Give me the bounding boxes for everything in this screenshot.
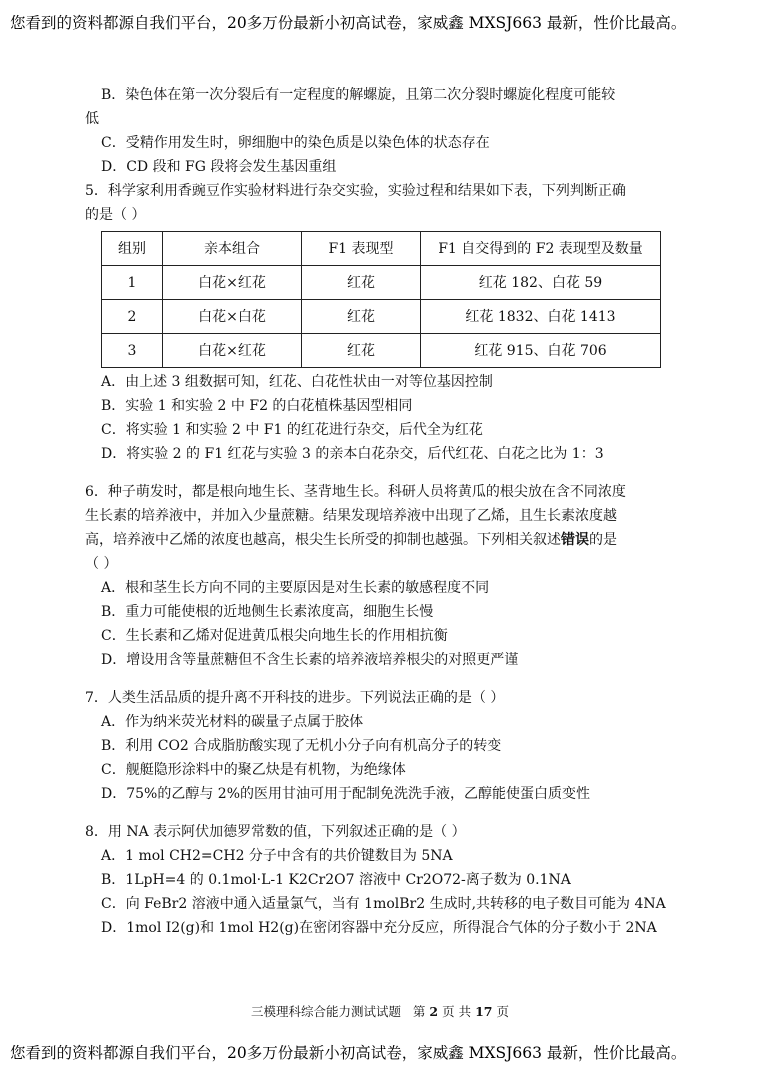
q6-option-c: C．生长素和乙烯对促进黄瓜根尖向地生长的作用相抗衡 [101,628,448,644]
table-cell: 3 [102,334,163,368]
q8-option-b: B．1LpH=4 的 0.1mol·L-1 K2Cr2O7 溶液中 Cr2O72-离子数为 0.1NA [101,872,571,888]
footer-title: 三模理科综合能力测试试题 [250,1004,401,1019]
q4-option-b-line2: 低 [85,111,99,127]
table-cell: 白花×红花 [163,266,302,300]
table-cell: 2 [102,300,163,334]
q6-stem-line2: 生长素的培养液中，并加入少量蔗糖。结果发现培养液中出现了乙烯，且生长素浓度越 [85,508,617,524]
table-cell: 红花 [302,266,421,300]
footer-total-number: 17 [475,1004,493,1019]
q7-option-c: C．舰艇隐形涂料中的聚乙炔是有机物，为绝缘体 [101,762,406,778]
table-cell: 1 [102,266,163,300]
q5-stem-line1: 5．科学家利用香豌豆作实验材料进行杂交实验，实验过程和结果如下表，下列判断正确 [85,183,626,199]
q5-option-c: C．将实验 1 和实验 2 中 F1 的红花进行杂交，后代全为红花 [101,422,483,438]
exam-content [85,83,670,940]
table-cell: 红花 [302,334,421,368]
q6-option-b: B．重力可能使根的近地侧生长素浓度高，细胞生长慢 [101,604,434,620]
footer-total-unit: 页 [496,1004,510,1019]
q4-option-b-line1: B．染色体在第一次分裂后有一定程度的解螺旋，且第二次分裂时螺旋化程度可能较 [101,87,616,103]
table-row [102,300,661,334]
table-cell: 白花×白花 [163,300,302,334]
q6-stem-line3 [85,528,670,552]
q4-option-d: D．CD 段和 FG 段将会发生基因重组 [101,159,337,175]
header-cell-f1: F1 表现型 [302,232,421,266]
q5-option-d: D．将实验 2 的 F1 红花与实验 3 的亲本白花杂交，后代红花、白花之比为 1：3 [101,446,604,462]
q8-option-a: A．1 mol CH2=CH2 分子中含有的共价键数目为 5NA [101,848,453,864]
q8-option-d: D．1mol I2(g)和 1mol H2(g)在密闭容器中充分反应，所得混合气体的分子数小于 2NA [101,920,657,936]
q6-stem-line3-start: 高，培养液中乙烯的浓度也越高，根尖生长所受的抑制也越强。下列相关叙述 [85,532,561,548]
table-header-row [102,232,661,266]
header-cell-f2: F1 自交得到的 F2 表现型及数量 [421,232,661,266]
promo-banner-bottom: 您看到的资料都源自我们平台，20多万份最新小初高试卷，家威鑫 MXSJ663 最新，性价比最高。 [10,1044,687,1062]
table-cell: 红花 915、白花 706 [421,334,661,368]
q6-stem-line1: 6．种子萌发时，都是根向地生长、茎背地生长。科研人员将黄瓜的根尖放在含不同浓度 [85,484,626,500]
page-footer [0,1003,760,1021]
q6-option-a: A．根和茎生长方向不同的主要原因是对生长素的敏感程度不同 [101,580,490,596]
footer-page-unit: 页 [442,1004,455,1019]
q5-option-a: A．由上述 3 组数据可知，红花、白花性状由一对等位基因控制 [101,374,493,390]
promo-banner-top: 您看到的资料都源自我们平台，20多万份最新小初高试卷，家威鑫 MXSJ663 最新，性价比最高。 [10,14,687,32]
q7-option-a: A．作为纳米荧光材料的碳量子点属于胶体 [101,714,364,730]
table-cell: 红花 [302,300,421,334]
q8-stem: 8．用 NA 表示阿伏加德罗常数的值，下列叙述正确的是（ ） [85,824,466,840]
header-cell-parents: 亲本组合 [163,232,302,266]
q6-option-d: D．增设用含等量蔗糖但不含生长素的培养液培养根尖的对照更严谨 [101,652,519,668]
q7-option-b: B．利用 CO2 合成脂肪酸实现了无机小分子向有机高分子的转变 [101,738,502,754]
footer-page-number: 2 [429,1004,439,1019]
q8-option-c: C．向 FeBr2 溶液中通入适量氯气，当有 1molBr2 生成时,共转移的电子数目可能为 4NA [101,896,666,912]
table-row [102,266,661,300]
header-cell-group: 组别 [102,232,163,266]
q5-option-b: B．实验 1 和实验 2 中 F2 的白花植株基因型相同 [101,398,413,414]
q5-stem-line2: 的是（ ） [85,207,146,223]
q6-stem-emphasis: 错误 [561,532,589,548]
table-cell: 红花 1832、白花 1413 [421,300,661,334]
q4-option-c: C．受精作用发生时，卵细胞中的染色质是以染色体的状态存在 [101,135,490,151]
q6-stem-line4: （ ） [85,556,118,572]
q5-results-table [101,231,661,368]
table-row [102,334,661,368]
q7-option-d: D．75%的乙醇与 2%的医用甘油可用于配制免洗洗手液，乙醇能使蛋白质变性 [101,786,591,802]
q7-stem: 7．人类生活品质的提升离不开科技的进步。下列说法正确的是（ ） [85,690,505,706]
table-cell: 红花 182、白花 59 [421,266,661,300]
q6-stem-line3-end: 的是 [589,532,617,548]
footer-page-label: 第 [412,1004,426,1019]
table-cell: 白花×红花 [163,334,302,368]
footer-total-label: 共 [458,1004,472,1019]
